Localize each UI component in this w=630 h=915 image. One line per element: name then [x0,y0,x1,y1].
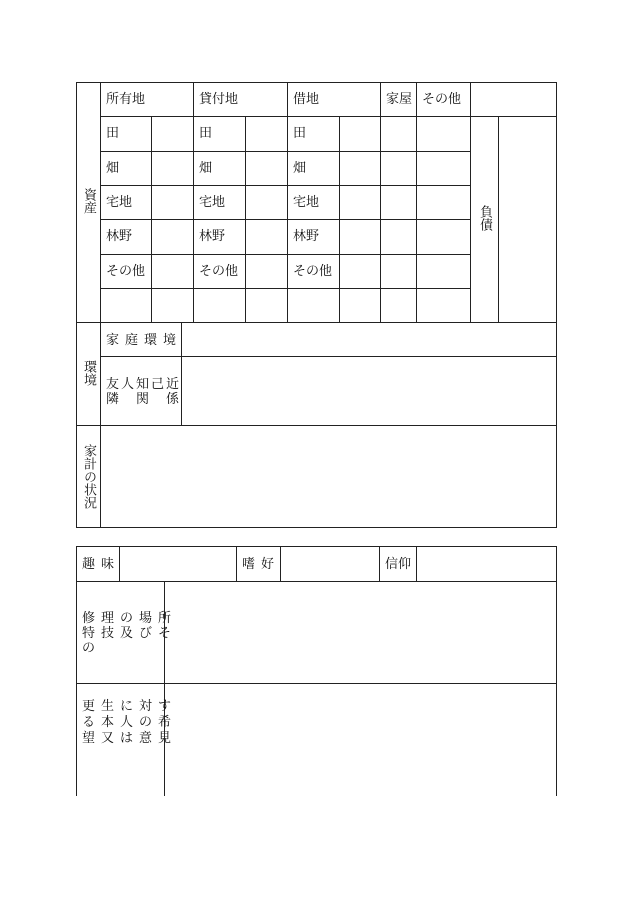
family-environment-field[interactable] [182,323,556,356]
wishes-label-line1: 更生に対す [82,699,178,714]
preference-field[interactable] [281,547,379,581]
wishes-field[interactable] [165,684,556,796]
header-owned-land: 所有地 [106,92,146,107]
environment-section-label: 環境 [81,360,96,386]
owned-rice-field-label: 田 [106,126,120,141]
owned-forest-label: 林野 [106,229,133,244]
wishes-label-line3: 望又は意見 [82,731,178,746]
table-rule [100,185,470,186]
table-rule [416,82,417,323]
assets-section-label: 資産 [81,188,96,214]
table-rule [76,546,77,796]
leased-field-label: 畑 [199,161,213,176]
borrowed-rice-field-label: 田 [293,126,307,141]
hobby-field[interactable] [120,547,236,581]
skills-label-line2: 特技及びそ [82,626,178,641]
leased-residential-label: 宅地 [199,195,226,210]
household-finance-field[interactable] [101,426,556,527]
friends-neighbors-label-line1: 友人知己近 [106,377,182,392]
borrowed-other-label: その他 [293,264,333,279]
header-borrowed-land: 借地 [293,92,320,107]
table-rule [193,82,194,323]
owned-field-label: 畑 [106,161,120,176]
table-rule [245,116,246,323]
header-house: 家屋 [386,92,413,107]
table-rule [100,254,470,255]
hobby-label: 趣味 [82,557,121,572]
borrowed-forest-label: 林野 [293,229,320,244]
table-rule [151,116,152,323]
table-rule [100,116,557,117]
table-rule [76,527,557,528]
table-rule [236,546,237,581]
skills-field[interactable] [165,582,556,683]
leased-forest-label: 林野 [199,229,226,244]
table-rule [339,116,340,323]
household-finance-label: 家計の状況 [81,444,96,509]
borrowed-field-label: 畑 [293,161,307,176]
friends-neighbors-field[interactable] [182,357,556,425]
owned-residential-label: 宅地 [106,195,133,210]
liabilities-field[interactable] [499,117,556,322]
faith-field[interactable] [417,547,556,581]
wishes-label-line2: る本人の希 [82,715,178,730]
friends-neighbors-label-line2: 隣関係 [106,392,197,407]
family-environment-label: 家庭環境 [106,333,183,348]
leased-rice-field-label: 田 [199,126,213,141]
table-rule [100,219,470,220]
table-rule [287,82,288,323]
table-rule [76,82,77,527]
table-rule [470,82,471,323]
skills-label-line1: 修理の場所 [82,611,178,626]
leased-other-label: その他 [199,264,239,279]
liabilities-label: 負債 [477,205,492,231]
table-rule [100,151,470,152]
faith-label: 信仰 [385,557,412,572]
borrowed-residential-label: 宅地 [293,195,320,210]
table-rule [556,82,557,527]
table-rule [76,82,557,83]
header-other: その他 [422,92,462,107]
table-rule [556,546,557,796]
preference-label: 嗜好 [242,557,281,572]
header-leased-land: 貸付地 [199,92,239,107]
owned-other-label: その他 [106,264,146,279]
skills-label-line3: の [82,641,96,656]
table-rule [100,288,470,289]
table-rule [379,546,380,581]
table-rule [380,82,381,323]
